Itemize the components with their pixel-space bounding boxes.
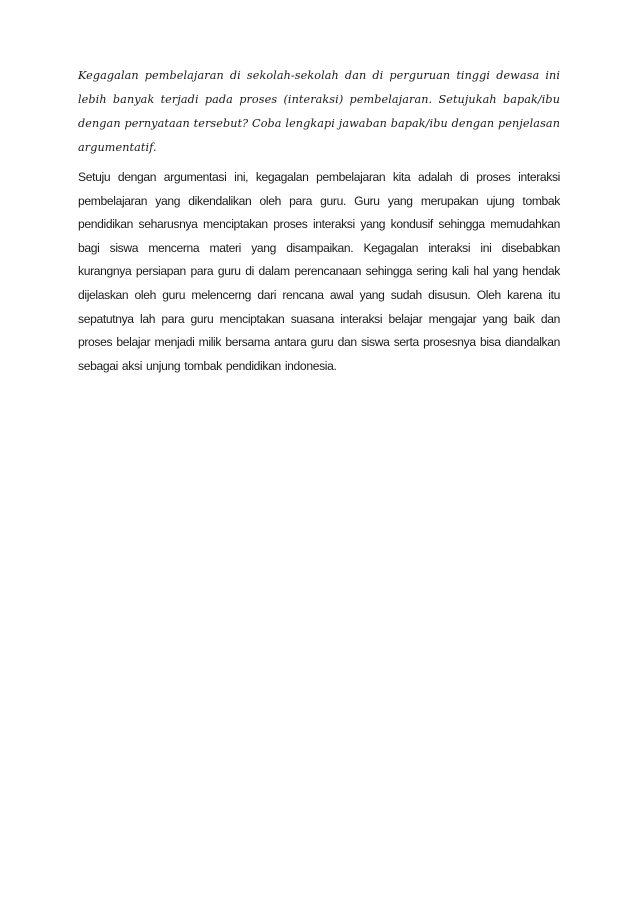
- answer-paragraph: Setuju dengan argumentasi ini, kegagalan pembelajaran kita adalah di proses interaksi pembelajaran yang dikendalikan oleh para guru. Guru yang merupakan ujung tombak pendidikan seharusnya menciptakan proses interaksi yang kondusif sehingga memudahkan bagi siswa mencerna materi yang disampaikan. Kegagalan interaksi ini disebabkan kurangnya persiapan para guru di dalam perencanaan sehingga sering kali hal yang hendak dijelaskan oleh guru melencerng dari rencana awal yang sudah disusun. Oleh karena itu sepatutnya lah para guru menciptakan suasana interaksi belajar mengajar yang baik dan proses belajar menjadi milik bersama antara guru dan siswa serta prosesnya bisa diandalkan sebagai aksi unjung tombak pendidikan indonesia.: [78, 170, 560, 373]
- document-content: [78, 64, 560, 378]
- question-paragraph: Kegagalan pembelajaran di sekolah-sekolah dan di perguruan tinggi dewasa ini lebih banyak terjadi pada proses (interaksi) pembelajaran. Setujukah bapak/ibu dengan pernyataan tersebut? Coba lengkapi jawaban bapak/ibu dengan penjelasan argumentatif.: [78, 69, 560, 154]
